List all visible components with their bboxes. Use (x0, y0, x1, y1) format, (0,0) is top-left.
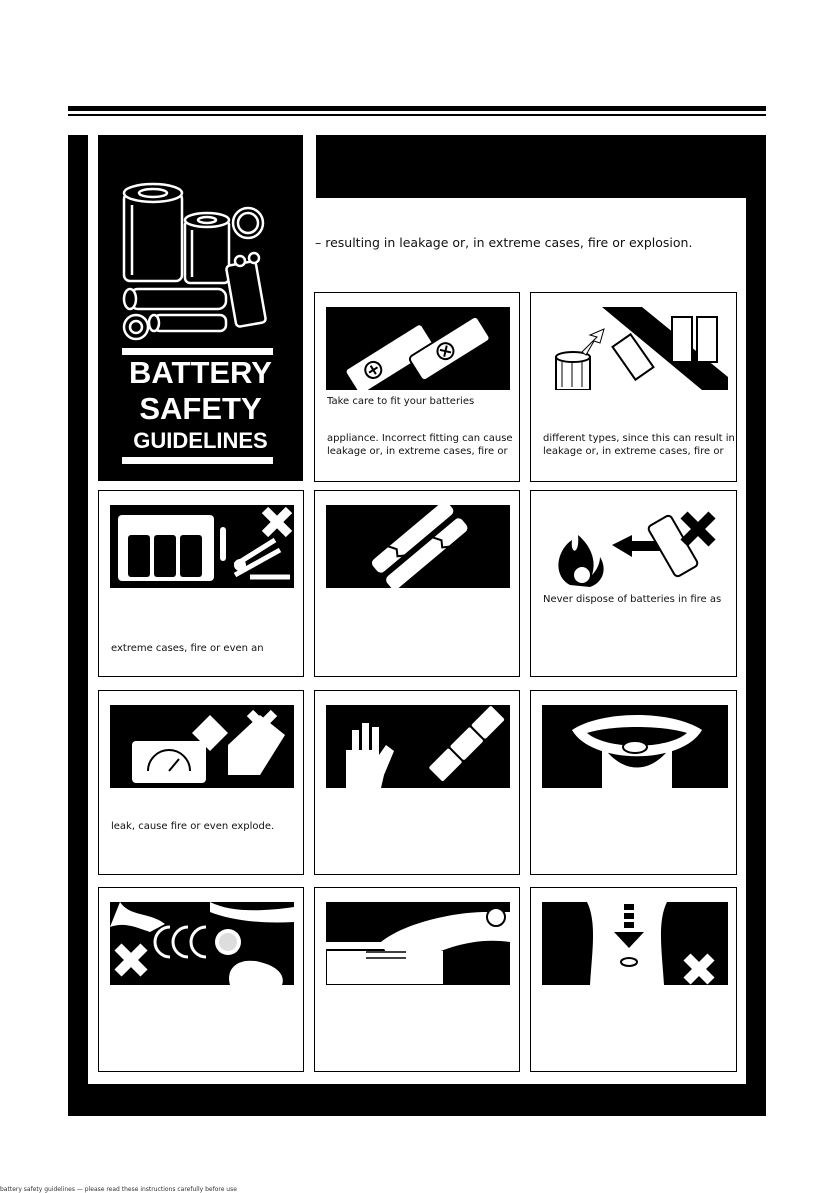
card-no-charging (98, 690, 304, 875)
card-fit-correctly (314, 292, 520, 482)
card-caption: leak, cause fire or even explode. (111, 821, 275, 832)
top-rule-thick (68, 106, 766, 111)
card-caption: leakage or, in extreme cases, fire or (327, 446, 508, 457)
footer-text: battery safety guidelines — please read these instructions carefully before use (0, 1186, 237, 1193)
card-no-fire (530, 490, 737, 677)
card-caption: different types, since this can result in (543, 433, 735, 444)
batteries-illustration-icon (98, 135, 303, 355)
mixing-batteries-icon (542, 307, 728, 390)
card-caption: appliance. Incorrect fitting can cause (327, 433, 513, 444)
card-caption: extreme cases, fire or even an (111, 643, 264, 654)
title-bar-bottom (122, 457, 273, 464)
intro-text: – resulting in leakage or, in extreme cases, fire or explosion. (315, 235, 693, 250)
charger-icon (110, 705, 294, 788)
title-line-2: SAFETY (139, 391, 262, 426)
left-side-bar (68, 135, 88, 1116)
card-no-mixing (530, 292, 737, 482)
damaged-batteries-icon (326, 505, 510, 588)
card-seek-medical-help (530, 887, 737, 1072)
card-secure-compartment (314, 887, 520, 1072)
right-side-bar (746, 198, 766, 1098)
card-keep-from-children (98, 887, 304, 1072)
title-bar-top (122, 348, 273, 355)
card-caption: leakage or, in extreme cases, fire or (543, 446, 724, 457)
card-remove-exhausted (314, 690, 520, 875)
title-panel (98, 135, 303, 481)
body-icon (542, 902, 728, 985)
fire-icon (542, 505, 728, 588)
card-no-swallow (530, 690, 737, 875)
card-no-damage (314, 490, 520, 677)
card-caption: Never dispose of batteries in fire as (543, 594, 722, 605)
card-caption: Take care to fit your batteries (327, 396, 475, 407)
battery-compartment-icon (326, 902, 510, 985)
card-store-safely (98, 490, 304, 677)
header-block (316, 135, 766, 198)
title-line-1: BATTERY (129, 355, 272, 390)
top-rule-thin (68, 114, 766, 116)
title-line-3: GUIDELINES (133, 428, 268, 453)
fit-batteries-icon (326, 307, 510, 390)
bottom-band (68, 1084, 766, 1116)
coin-battery-icon (110, 902, 294, 985)
mouth-icon (542, 705, 728, 788)
storage-icon (110, 505, 294, 588)
hand-batteries-icon (326, 705, 510, 788)
